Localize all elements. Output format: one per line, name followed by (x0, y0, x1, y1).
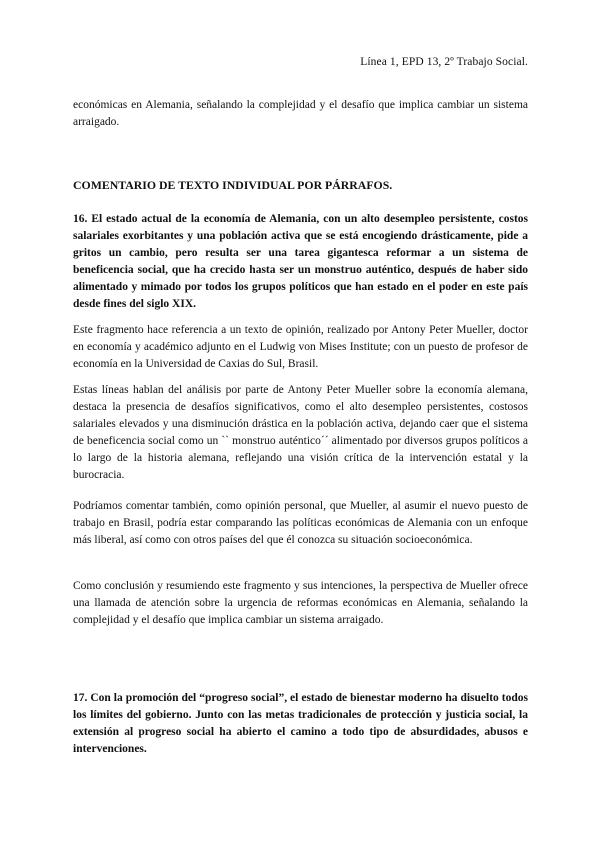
section-title: COMENTARIO DE TEXTO INDIVIDUAL POR PÁRRAFOS. (73, 178, 393, 192)
comment-paragraph-1: Este fragmento hace referencia a un texto de opinión, realizado por Antony Peter Mueller, doctor en economía y académico adjunto en el Ludwig von Mises Institute; con un puesto de profesor de economía en la Universidad de Caxias do Sul, Brasil. (73, 324, 528, 370)
comment-paragraph-2: Estas líneas hablan del análisis por parte de Antony Peter Mueller sobre la economía alemana, destaca la presencia de desafíos significativos, como el alto desempleo persistentes, costosos salariales elevados y una disminución drástica en la población activa, dejando caer que el sistema de beneficencia social como un `` monstruo auténtico´´ alimentado por diversos grupos políticos a lo largo de la historia alemana, reflejando una visión crítica de la intervención estatal y la burocracia. (73, 384, 528, 481)
quote-16: 16. El estado actual de la economía de Alemania, con un alto desempleo persistente, costos salariales exorbitantes y una población activa que se está encogiendo drásticamente, pide a gritos un cambio, pero resulta ser una tarea gigantesca reformar a un sistema de beneficencia social, que ha crecido hasta ser un monstruo auténtico, después de haber sido alimentado y mimado por todos los grupos políticos que han estado en el poder en este país desde fines del siglo XIX. (73, 213, 528, 310)
quote-17: 17. Con la promoción del “progreso social”, el estado de bienestar moderno ha disuelto todos los límites del gobierno. Junto con las metas tradicionales de protección y justicia social, la extensión al progreso social ha abierto el camino a todo tipo de absurdidades, abusos e intervenciones. (73, 692, 528, 755)
page-header: Línea 1, EPD 13, 2º Trabajo Social. (360, 56, 528, 68)
continuation-paragraph: económicas en Alemania, señalando la complejidad y el desafío que implica cambiar un sistema arraigado. (73, 99, 528, 128)
comment-paragraph-4: Como conclusión y resumiendo este fragmento y sus intenciones, la perspectiva de Mueller ofrece una llamada de atención sobre la urgencia de reformas económicas en Alemania, señalando la complejidad y el desafío que implica cambiar un sistema arraigado. (73, 580, 528, 626)
comment-paragraph-3: Podríamos comentar también, como opinión personal, que Mueller, al asumir el nuevo puesto de trabajo en Brasil, podría estar comparando las políticas económicas de Alemania con un enfoque más liberal, así como con otros países del que él conozca su situación socioeconómica. (73, 500, 528, 546)
